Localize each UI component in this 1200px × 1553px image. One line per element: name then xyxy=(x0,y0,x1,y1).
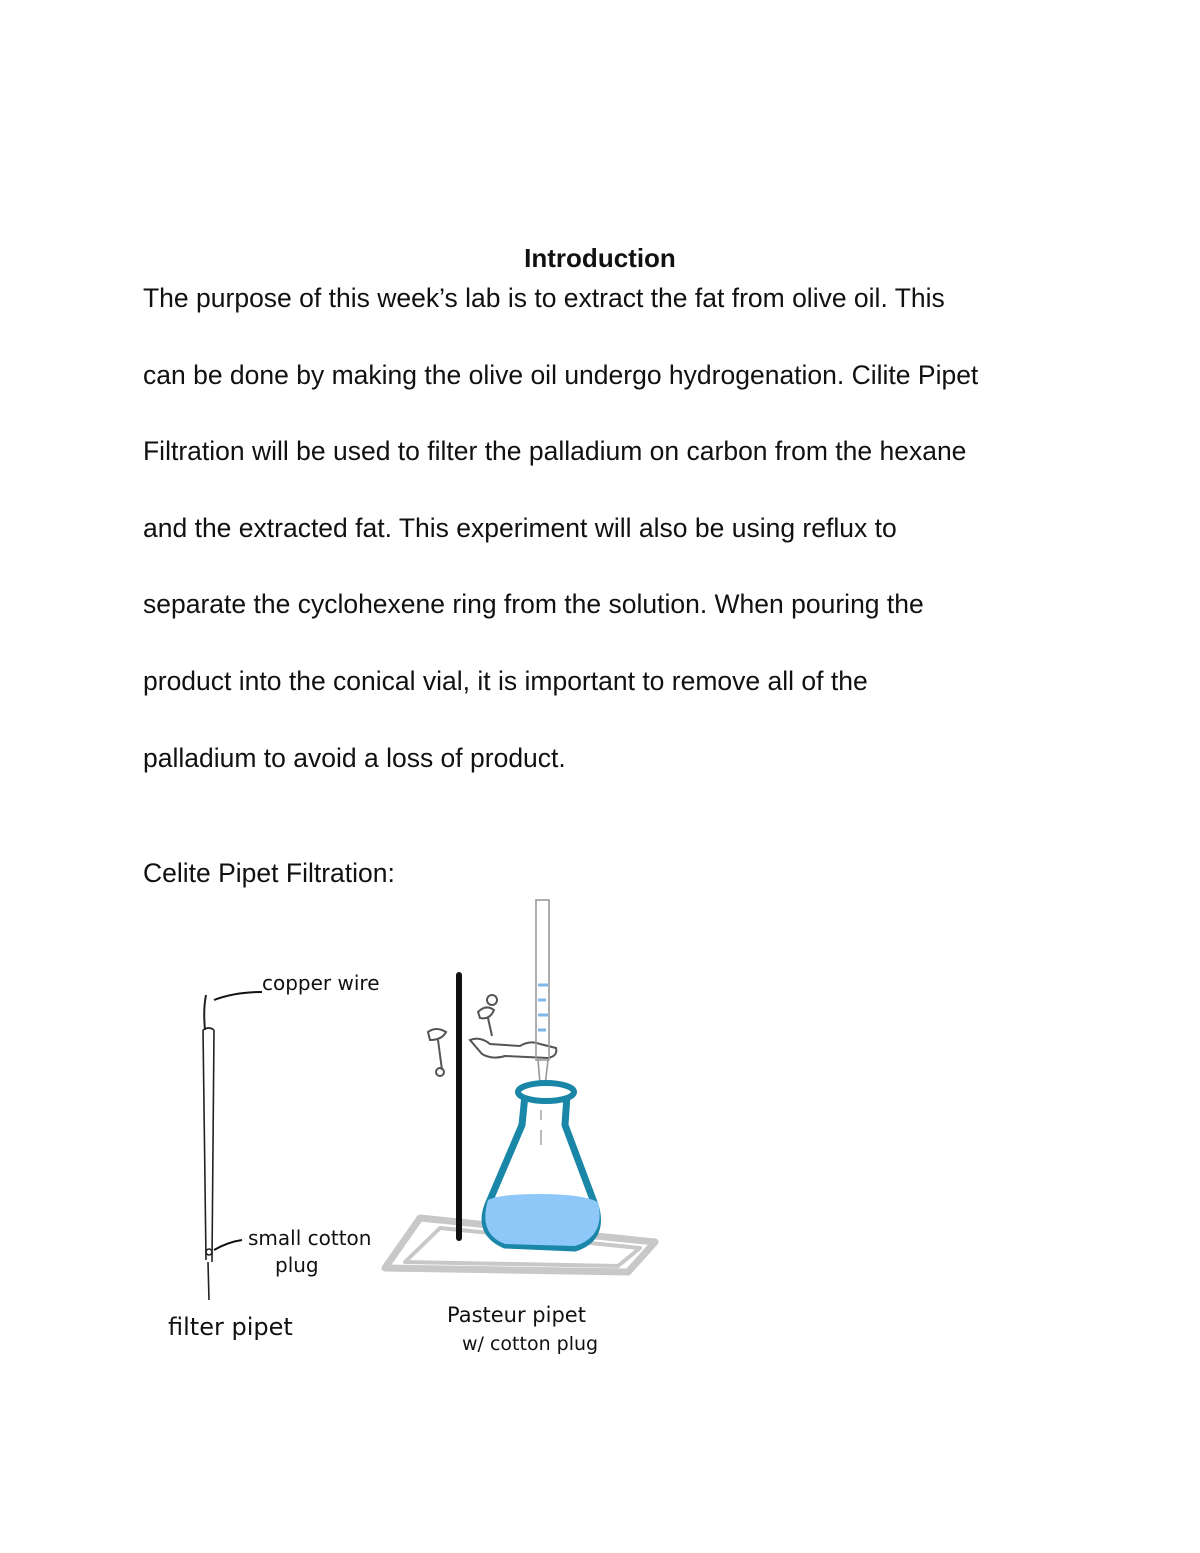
cotton-plug-label-line1: small cotton xyxy=(248,1226,372,1250)
cotton-plug-label-line2: plug xyxy=(275,1253,319,1277)
filter-pipet-label: filter pipet xyxy=(168,1313,293,1341)
pasteur-label-line1: Pasteur pipet xyxy=(447,1303,586,1327)
filter-pipet xyxy=(203,995,214,1300)
paragraph-line: can be done by making the olive oil undergo hydrogenation. Cilite Pipet xyxy=(143,359,979,390)
page-title: Introduction xyxy=(524,243,676,273)
cotton-plug-mark xyxy=(206,1249,212,1255)
paragraph-line: The purpose of this week’s lab is to extract the fat from olive oil. This xyxy=(143,283,945,313)
copper-wire-label: copper wire xyxy=(262,971,380,995)
erlenmeyer-flask xyxy=(485,1083,600,1248)
copper-wire-leader xyxy=(214,992,262,1000)
cotton-plug-leader xyxy=(214,1240,242,1250)
filtration-drawing xyxy=(150,890,690,1370)
paragraph-line: and the extracted fat. This experiment will also be using reflux to xyxy=(143,512,897,543)
flask-mouth xyxy=(518,1083,574,1101)
paragraph-line: Filtration will be used to filter the palladium on carbon from the hexane xyxy=(143,436,967,467)
pasteur-label-line2: w/ cotton plug xyxy=(462,1333,599,1355)
paragraph-line: product into the conical vial, it is important to remove all of the xyxy=(143,665,868,696)
clamp xyxy=(428,995,556,1076)
pasteur-pipet xyxy=(536,900,549,1145)
introduction-paragraph xyxy=(143,278,1073,814)
figure-caption: Celite Pipet Filtration: xyxy=(143,858,395,888)
paragraph-line: separate the cyclohexene ring from the solution. When pouring the xyxy=(143,589,924,620)
liquid xyxy=(485,1194,599,1246)
paragraph-line: palladium to avoid a loss of product. xyxy=(143,742,566,773)
